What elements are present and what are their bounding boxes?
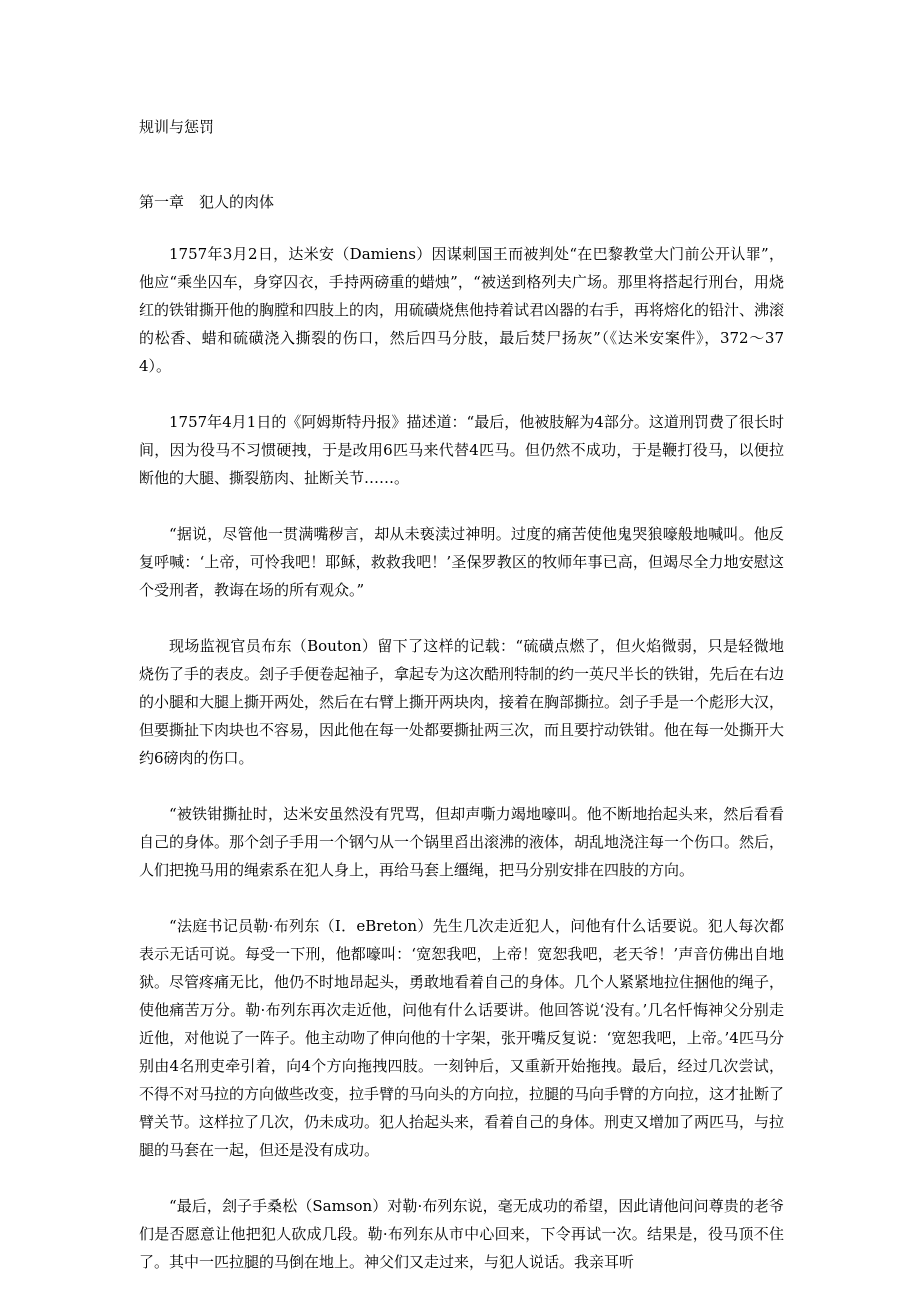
document-body — [139, 113, 784, 1276]
paragraph: “据说，尽管他一贯满嘴秽言，却从未亵渎过神明。过度的痛苦使他鬼哭狼嚎般地喊叫。他反复呼喊：‘上帝，可怜我吧！耶稣，救救我吧！’圣保罗教区的牧师年事已高，但竭尽全力地安慰这个受刑者，教诲在场的所有观众。” — [139, 525, 784, 599]
chapter-title: 第一章 犯人的肉体 — [139, 193, 275, 211]
paragraph: 1757年4月1日的《阿姆斯特丹报》描述道：“最后，他被肢解为4部分。这道刑罚费了很长时间，因为役马不习惯硬拽，于是改用6匹马来代替4匹马。但仍然不成功，于是鞭打役马，以便拉断他的大腿、撕裂筋肉、扯断关节……。 — [139, 413, 784, 487]
paragraph: “被铁钳撕扯时，达米安虽然没有咒骂，但却声嘶力竭地嚎叫。他不断地抬起头来，然后看看自己的身体。那个刽子手用一个钢勺从一个锅里舀出滚沸的液体，胡乱地浇注每一个伤口。然后，人们把挽马用的绳索系在犯人身上，再给马套上缰绳，把马分别安排在四肢的方向。 — [139, 805, 785, 879]
paragraph: 1757年3月2日，达米安（Damiens）因谋刺国王而被判处“在巴黎教堂大门前公开认罪”，他应“乘坐囚车，身穿囚衣，手持两磅重的蜡烛”，“被送到格列夫广场。那里将搭起行刑台，用烧红的铁钳撕开他的胸膛和四肢上的肉，用硫磺烧焦他持着试君凶器的右手，再将熔化的铅汁、沸滚的松香、蜡和硫磺浇入撕裂的伤口，然后四马分肢，最后焚尸扬灰”（《达米安案件》，372～374）。 — [139, 245, 785, 375]
paragraph: 现场监视官员布东（Bouton）留下了这样的记载：“硫磺点燃了，但火焰微弱，只是轻微地烧伤了手的表皮。刽子手便卷起袖子，拿起专为这次酷刑特制的约一英尺半长的铁钳，先后在右边的小腿和大腿上撕开两处，然后在右臂上撕开两块肉，接着在胸部撕拉。刽子手是一个彪形大汉，但要撕扯下肉块也不容易，因此他在每一处都要撕扯两三次，而且要拧动铁钳。他在每一处撕开大约6磅肉的伤口。 — [139, 637, 785, 767]
paragraph: “法庭书记员勒·布列东（I．eBreton）先生几次走近犯人，问他有什么话要说。犯人每次都表示无话可说。每受一下刑，他都嚎叫：‘宽恕我吧，上帝！宽恕我吧，老天爷！’声音仿佛出自地狱。尽管疼痛无比，他仍不时地昂起头，勇敢地看着自己的身体。几个人紧紧地拉住捆他的绳子，使他痛苦万分。勒·布列东再次走近他，问他有什么话要讲。他回答说‘没有。’几名忏悔神父分别走近他，对他说了一阵子。他主动吻了伸向他的十字架，张开嘴反复说：‘宽恕我吧，上帝。’4匹马分别由4名刑吏牵引着，向4个方向拖拽四肢。一刻钟后，又重新开始拖拽。最后，经过几次尝试，不得不对马拉的方向做些改变，拉手臂的马向头的方向拉，拉腿的马向手臂的方向拉，这才扯断了臂关节。这样拉了几次，仍未成功。犯人抬起头来，看着自己的身体。刑吏又增加了两匹马，与拉腿的马套在一起，但还是没有成功。 — [139, 917, 785, 1159]
book-title: 规训与惩罚 — [139, 118, 215, 136]
paragraph: “最后，刽子手桑松（Samson）对勒·布列东说，毫无成功的希望，因此请他问问尊贵的老爷们是否愿意让他把犯人砍成几段。勒·布列东从市中心回来，下令再试一次。结果是，役马顶不住了。其中一匹拉腿的马倒在地上。神父们又走过来，与犯人说话。我亲耳听 — [139, 1197, 784, 1271]
